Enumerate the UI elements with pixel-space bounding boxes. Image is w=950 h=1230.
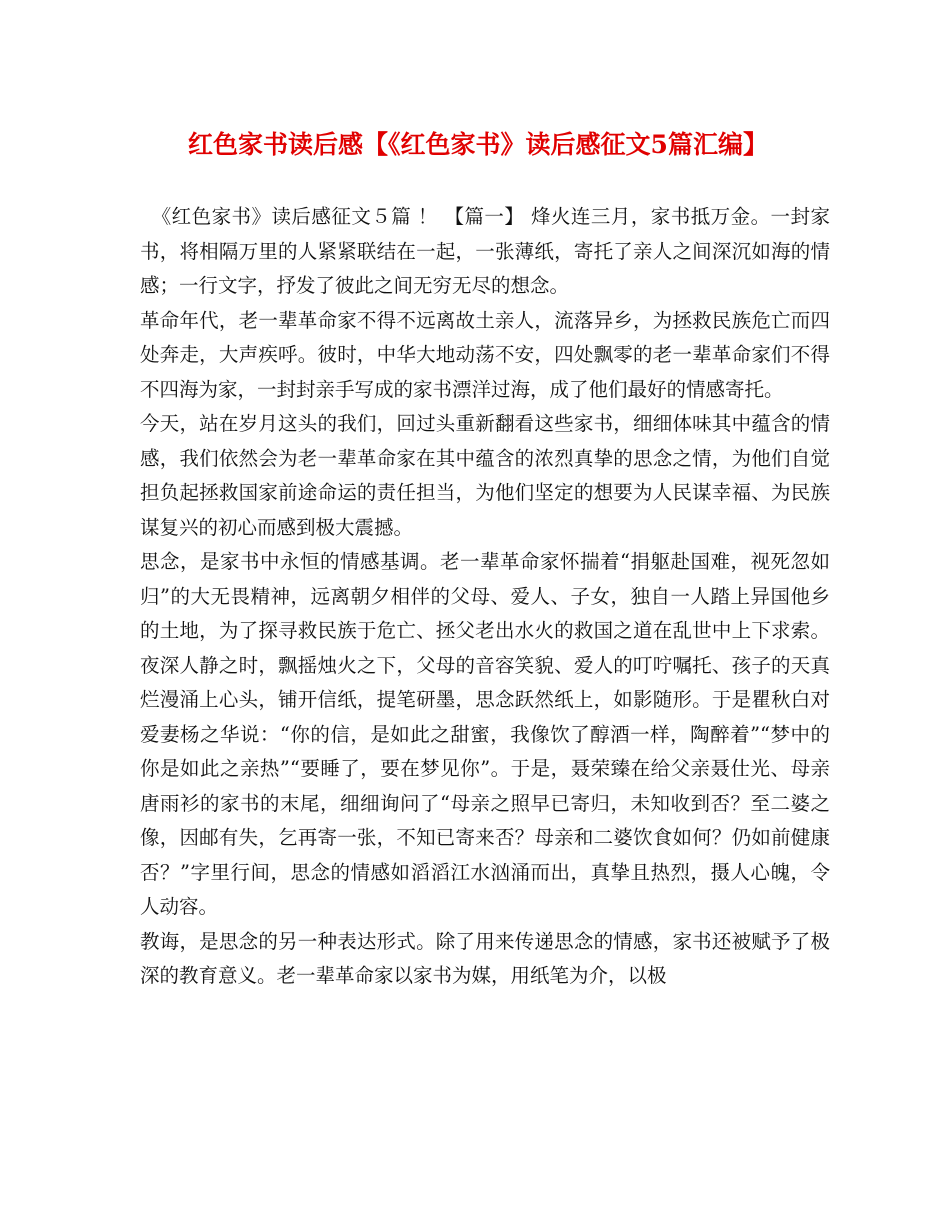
- paragraph-4: 思念，是家书中永恒的情感基调。老一辈革命家怀揣着“捐躯赴国难，视死忽如归”的大无畏精神，远离朝夕相伴的父母、爱人、子女，独自一人踏上异国他乡的土地，为了探寻救民族于危亡、拯父老出水火的救国之道在乱世中上下求索。夜深人静之时，飘摇烛火之下，父母的音容笑貌、爱人的叮咛嘱托、孩子的天真烂漫涌上心头，铺开信纸，提笔研墨，思念跃然纸上，如影随形。于是瞿秋白对爱妻杨之华说：“你的信，是如此之甜蜜，我像饮了醇酒一样，陶醉着”“梦中的你是如此之亲热”“要睡了，要在梦见你”。于是，聂荣臻在给父亲聂仕光、母亲唐雨衫的家书的末尾，细细询问了“母亲之照早已寄归，未知收到否？至二婆之像，因邮有失，乞再寄一张，不知已寄来否？母亲和二婆饮食如何？仍如前健康否？”字里行间，思念的情感如滔滔江水汹涌而出，真挚且热烈，摄人心魄，令人动容。: [140, 550, 830, 918]
- paragraph-2: 革命年代，老一辈革命家不得不远离故土亲人，流落异乡，为拯救民族危亡而四处奔走，大声疾呼。彼时，中华大地动荡不安，四处飘零的老一辈革命家们不得不四海为家，一封封亲手写成的家书漂洋过海，成了他们最好的情感寄托。: [140, 308, 830, 401]
- paragraph-3: 今天，站在岁月这头的我们，回过头重新翻看这些家书，细细体味其中蕴含的情感，我们依然会为老一辈革命家在其中蕴含的浓烈真挚的思念之情，为他们自觉担负起拯救国家前途命运的责任担当，为他们坚定的想要为人民谋幸福、为民族谋复兴的初心而感到极大震撼。: [140, 412, 830, 539]
- document-body: [140, 200, 830, 994]
- paragraph-5: 教诲，是思念的另一种表达形式。除了用来传递思念的情感，家书还被赋予了极深的教育意义。老一辈革命家以家书为媒，用纸笔为介，以极: [140, 929, 830, 987]
- paragraph-1: 《红色家书》读后感征文５篇 ！ 【篇一】 烽火连三月，家书抵万金。一封家书，将相隔万里的人紧紧联结在一起，一张薄纸，寄托了亲人之间深沉如海的情感；一行文字，抒发了彼此之间无穷无尽的想念。: [140, 205, 830, 297]
- document-title: 红色家书读后感【《红色家书》读后感征文5篇汇编】: [188, 130, 768, 159]
